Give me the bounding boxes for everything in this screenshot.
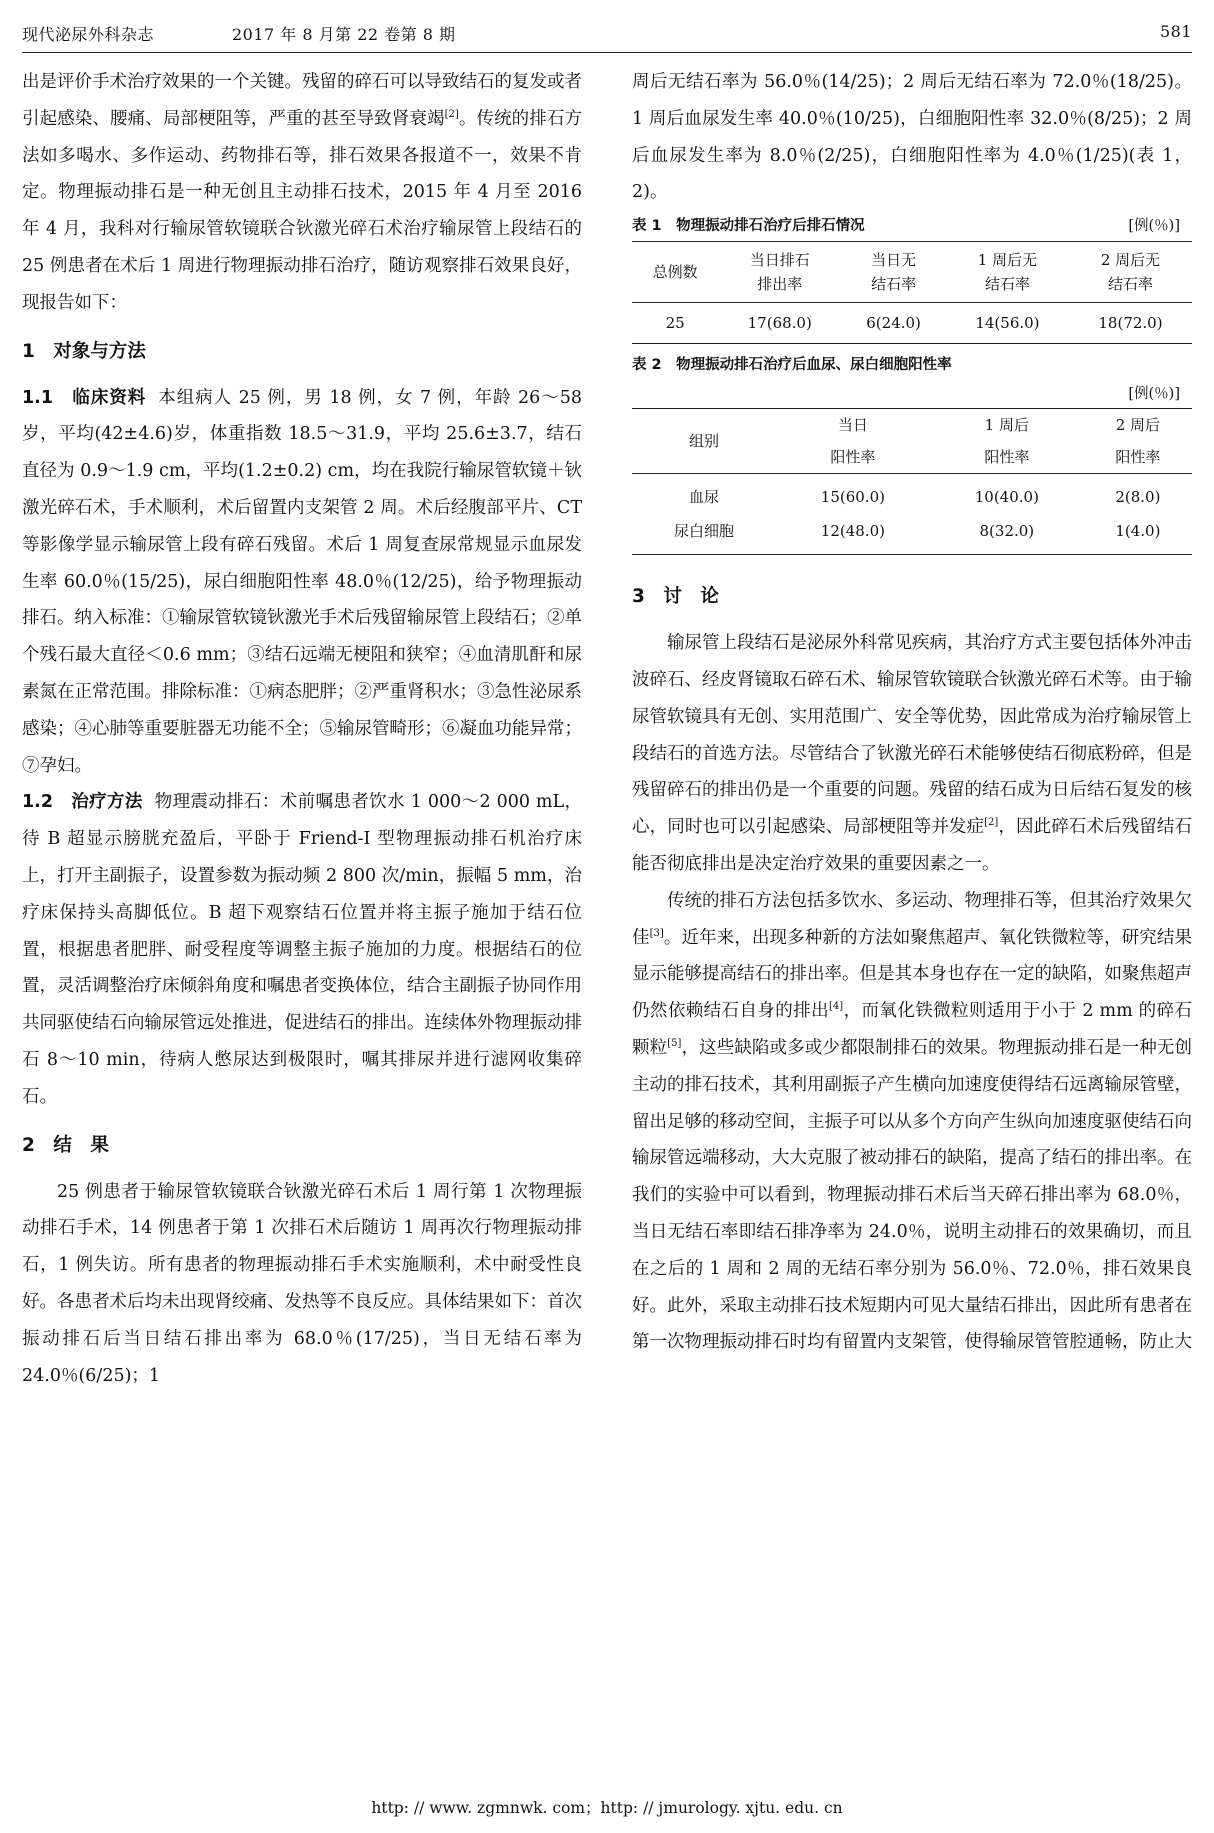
- left-column: [22, 64, 582, 1394]
- citation: [2]: [444, 108, 459, 120]
- table-cell: 血尿: [688, 488, 719, 507]
- issue-info: 2017 年 8 月第 22 卷第 8 期: [232, 25, 456, 44]
- section-heading-results: 2 结 果: [22, 1134, 109, 1156]
- subsection-heading: 1.2 治疗方法: [22, 792, 143, 813]
- footer-url: http: // www. zgmnwk. com；http: // jmurology. xjtu. edu. cn: [371, 1799, 843, 1817]
- table-header: 2 周后 阳性率: [1084, 409, 1192, 474]
- table1: [632, 241, 1192, 344]
- table-cell: 尿白细胞: [673, 522, 734, 541]
- discussion-paragraph-1: 输尿管上段结石是泌尿外科常见疾病，其治疗方式主要包括体外冲击波碎石、经皮肾镜取石碎石术、输尿管软镜联合钬激光碎石术等。由于输尿管软镜具有无创、实用范围广、安全等优势，因此常成为治疗输尿管上段结石的首选方法。尽管结合了钬激光碎石术能够使结石彻底粉碎，但是残留碎石的排出仍是一个重要的问题。残留的结石成为日后结石复发的核心，同时也可以引起感染、局部梗阻等并发症[2]，因此碎石术后残留结石能否彻底排出是决定治疗效果的重要因素之一。: [632, 633, 1193, 874]
- table-cell: 14(56.0): [975, 314, 1040, 333]
- table-cell: 15(60.0): [820, 488, 885, 507]
- section-heading-methods: 1 对象与方法: [22, 340, 146, 362]
- table-header: 当日无 结石率: [841, 242, 946, 303]
- table-cell: 1(4.0): [1115, 522, 1161, 541]
- table-header: 1 周后无 结石率: [946, 242, 1069, 303]
- table2: [632, 408, 1192, 555]
- intro-paragraph: 出是评价手术治疗效果的一个关键。残留的碎石可以导致结石的复发或者引起感染、腰痛、局部梗阻等，严重的甚至导致肾衰竭[2]。传统的排石方法如多喝水、多作运动、药物排石等，排石效果各报道不一，效果不肯定。物理振动排石是一种无创且主动排石技术，2015 年 4 月至 2016 年 4 月，我科对行输尿管软镜联合钬激光碎石术治疗输尿管上段结石的 25 例患者在术后 1 周进行物理振动排石治疗，随访观察排石效果良好，现报告如下：: [22, 72, 583, 313]
- header-rule: [22, 52, 1192, 53]
- table-row: [632, 303, 1192, 344]
- table-cell: 6(24.0): [866, 314, 921, 333]
- table-cell: 18(72.0): [1098, 314, 1163, 333]
- section-heading-discussion: 3 讨 论: [632, 586, 719, 608]
- table-cell: 17(68.0): [747, 314, 812, 333]
- page-number: 581: [1159, 22, 1192, 41]
- results-continued-paragraph: 周后无结石率为 56.0％(14/25)；2 周后无结石率为 72.0％(18/25)。1 周后血尿发生率 40.0％(10/25)，白细胞阳性率 32.0％(8/25)；2 周后血尿发生率为 8.0％(2/25)，白细胞阳性率为 4.0％(1/25)(表 1，2)。: [632, 72, 1192, 203]
- citation: [2]: [984, 817, 999, 829]
- table2-unit: [例(％)]: [1128, 386, 1180, 403]
- table-header: 2 周后无 结石率: [1069, 242, 1192, 303]
- results-paragraph: 25 例患者于输尿管软镜联合钬激光碎石术后 1 周行第 1 次物理振动排石手术，14 例患者于第 1 次排石术后随访 1 周再次行物理振动排石，1 例失访。所有患者的物理振动排石手术实施顺利，术中耐受性良好。各患者术后均未出现肾绞痛、发热等不良反应。具体结果如下：首次振动排石后当日结石排出率为 68.0％(17/25)，当日无结石率为 24.0％(6/25)；1: [22, 1181, 582, 1386]
- table1-unit: [例(％)]: [1128, 218, 1180, 235]
- subsection-heading: 1.1 临床资料: [22, 387, 147, 408]
- treatment-paragraph: 1.2 治疗方法 物理震动排石：术前嘱患者饮水 1 000～2 000 mL，待 B 超显示膀胱充盈后，平卧于 Friend-I 型物理振动排石机治疗床上，打开主副振子，设置参数为振动频 2 800 次/min，振幅 5 mm，治疗床保持头高脚低位。B 超下观察结石位置并将主振子施加于结石位置，根据患者肥胖、耐受程度等调整主振子施加的力度。根据结石的位置，灵活调整治疗床倾斜角度和嘱患者变换体位，结合主副振子协同作用共同驱使结石向输尿管远处推进，促进结石的排出。连续体外物理振动排石 8～10 min，待病人憋尿达到极限时，嘱其排尿并进行滤网收集碎石。: [22, 792, 582, 1107]
- table-header: 1 周后 阳性率: [930, 409, 1084, 474]
- table-cell: 12(48.0): [820, 522, 885, 541]
- running-header: [22, 18, 1192, 48]
- table-cell: 10(40.0): [974, 488, 1039, 507]
- clinical-data-paragraph: 1.1 临床资料 本组病人 25 例，男 18 例，女 7 例，年龄 26～58 岁，平均(42±4.6)岁，体重指数 18.5～31.9，平均 25.6±3.7，结石直径为 0.9～1.9 cm，平均(1.2±0.2) cm，均在我院行输尿管软镜＋钬激光碎石术，手术顺利，术后留置内支架管 2 周。术后经腹部平片、CT 等影像学显示输尿管上段有碎石残留。术后 1 周复查尿常规显示血尿发生率 60.0％(15/25)，尿白细胞阳性率 48.0％(12/25)，给予物理振动排石。纳入标准：①输尿管软镜钬激光手术后残留输尿管上段结石；②单个残石最大直径＜0.6 mm；③结石远端无梗阻和狭窄；④血清肌酐和尿素氮在正常范围。排除标准：①病态肥胖；②严重肾积水；③急性泌尿系感染；④心肺等重要脏器无功能不全；⑤输尿管畸形；⑥凝血功能异常；⑦孕妇。: [22, 387, 582, 776]
- table-header: 总例数: [632, 242, 718, 303]
- table-row: [632, 514, 1192, 555]
- table-cell: 25: [665, 314, 685, 333]
- table-header: 当日排石 排出率: [718, 242, 841, 303]
- citation: [4]: [829, 1001, 844, 1013]
- table-row: [632, 474, 1192, 515]
- right-column: [632, 64, 1192, 1361]
- table-cell: 8(32.0): [979, 522, 1035, 541]
- citation: [5]: [667, 1038, 682, 1050]
- table-header: 当日 阳性率: [776, 409, 930, 474]
- journal-name: 现代泌尿外科杂志: [22, 25, 155, 44]
- citation: [3]: [649, 927, 664, 939]
- table1-caption: 表 1 物理振动排石治疗后排石情况 [例(％)]: [632, 211, 1192, 241]
- table-cell: 2(8.0): [1115, 488, 1161, 507]
- table-header: 组别: [632, 409, 776, 474]
- table2-caption: 表 2 物理振动排石治疗后血尿、尿白细胞阳性率: [632, 357, 952, 374]
- discussion-paragraph-2: 传统的排石方法包括多饮水、多运动、物理排石等，但其治疗效果欠佳[3]。近年来，出现多种新的方法如聚焦超声、氧化铁微粒等，研究结果显示能够提高结石的排出率。但是其本身也存在一定的缺陷，如聚焦超声仍然依赖结石自身的排出[4]，而氧化铁微粒则适用于小于 2 mm 的碎石颗粒[5]，这些缺陷或多或少都限制排石的效果。物理振动排石是一种无创主动的排石技术，其利用副振子产生横向加速度使得结石远离输尿管壁，留出足够的移动空间，主振子可以从多个方向产生纵向加速度驱使结石向输尿管远端移动，大大克服了被动排石的缺陷，提高了结石的排出率。在我们的实验中可以看到，物理振动排石术后当天碎石排出率为 68.0％，当日无结石率即结石排净率为 24.0％，说明主动排石的效果确切，而且在之后的 1 周和 2 周的无结石率分别为 56.0％、72.0％，排石效果良好。此外，采取主动排石技术短期内可见大量结石排出，因此所有患者在第一次物理振动排石时均有留置内支架管，使得输尿管管腔通畅，防止大: [632, 890, 1193, 1353]
